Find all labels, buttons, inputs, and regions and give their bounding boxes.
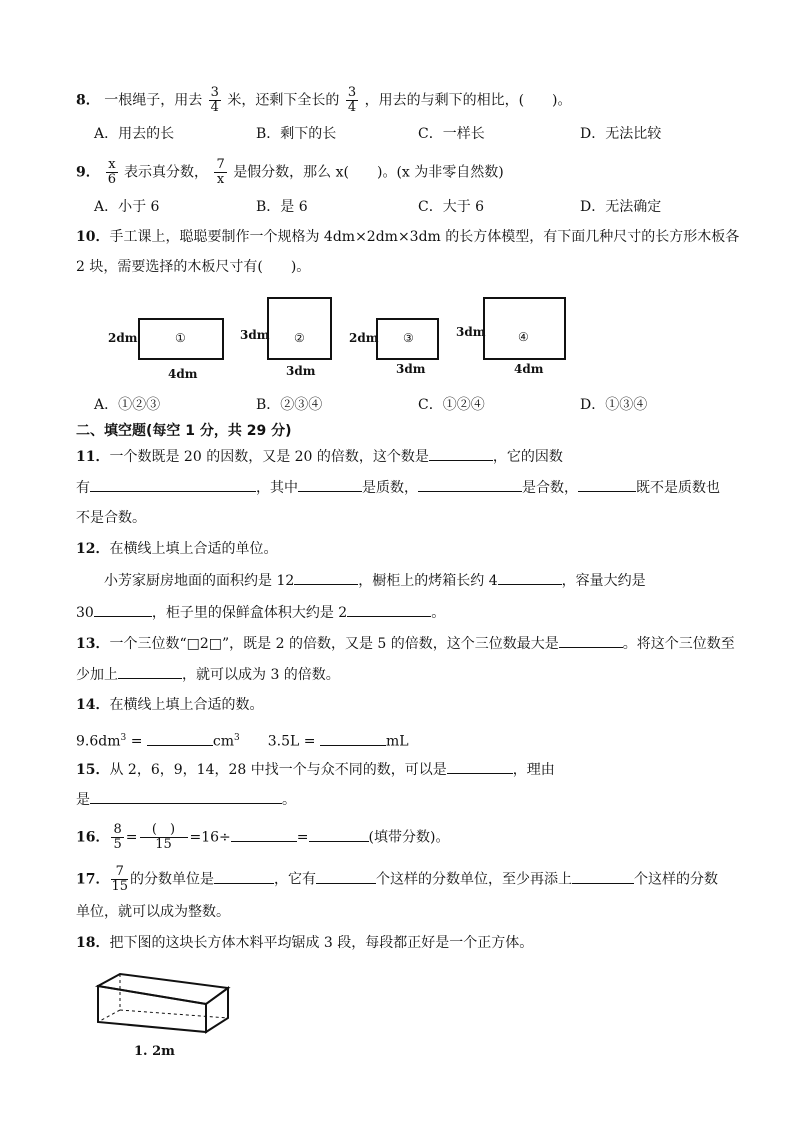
board-2-bottom-label: 3dm <box>286 364 316 378</box>
option-b[interactable]: B．②③④ <box>256 397 323 413</box>
fraction: $\frac{7}{15}$ <box>111 864 129 894</box>
question-number: 11． <box>76 449 110 465</box>
board-1-bottom-label: 4dm <box>168 367 198 381</box>
question-number: 18． <box>76 935 110 951</box>
hidden-edge <box>120 1010 228 1018</box>
question-text: 。将这个三位数至 <box>622 636 735 652</box>
question-18 <box>76 933 533 953</box>
answer-blank[interactable] <box>94 602 152 617</box>
option-c[interactable]: C．一样长 <box>418 126 485 142</box>
question-text: 。 <box>431 605 446 621</box>
question-10 <box>76 227 739 247</box>
question-text: 30 <box>76 605 94 621</box>
fraction: $\frac{x}{6}$ <box>107 157 117 187</box>
question-text: ，它的因数 <box>492 449 563 465</box>
question-17 <box>76 865 718 894</box>
question-text: = <box>125 829 138 846</box>
question-9 <box>76 158 504 187</box>
question-text: ，就可以成为 3 的倍数。 <box>182 667 340 683</box>
question-text: 。 <box>282 792 296 808</box>
question-text: 从 2，6，9，14，28 中找一个与众不同的数，可以是 <box>109 762 447 778</box>
board-4 <box>483 297 566 360</box>
superscript: 3 <box>234 733 240 743</box>
question-text: 少加上 <box>76 667 118 683</box>
board-2-mark: ② <box>294 331 305 345</box>
question-text: 一个数既是 20 的因数，又是 20 的倍数，这个数是 <box>109 449 429 465</box>
question-text: 9.6dm <box>76 733 121 750</box>
option-d[interactable]: D．①③④ <box>580 397 648 413</box>
option-b[interactable]: B．剩下的长 <box>256 126 337 142</box>
question-text: ，容量大约是 <box>561 573 646 589</box>
question-text: 是合数， <box>522 480 578 496</box>
question-number: 10． <box>76 229 110 245</box>
question-text: ，橱柜上的烤箱长约 4 <box>358 573 498 589</box>
question-text: 小芳家厨房地面的面积约是 12 <box>104 573 295 589</box>
answer-blank[interactable] <box>147 731 213 746</box>
question-12-line2 <box>76 602 445 623</box>
board-1-side-label: 2dm <box>108 331 138 345</box>
question-text: 表示真分数， <box>124 164 208 181</box>
question-number: 17． <box>76 871 110 888</box>
question-number: 14． <box>76 697 110 713</box>
question-12 <box>76 539 277 559</box>
answer-blank[interactable] <box>309 827 369 842</box>
question-text: 既不是质数也 <box>636 480 720 496</box>
question-17-line2: 单位，就可以成为整数。 <box>76 904 230 920</box>
fraction-blank[interactable]: $\frac{( )}{15}$ <box>140 823 188 852</box>
question-text: ，理由 <box>512 762 555 778</box>
question-text: 是 <box>76 792 90 808</box>
question-text: ，其中 <box>256 480 298 496</box>
question-number: 12． <box>76 541 110 557</box>
question-16 <box>76 823 449 852</box>
question-text: 3.5L = <box>267 733 320 750</box>
answer-blank[interactable] <box>578 477 636 492</box>
question-12-line1 <box>104 570 646 591</box>
answer-blank[interactable] <box>429 446 493 461</box>
question-11-line3: 不是合数。 <box>76 510 146 526</box>
fraction: $\frac{3}{4}$ <box>347 85 357 115</box>
question-text: 把下图的这块长方体木料平均锯成 3 段，每段都正好是一个正方体。 <box>109 935 534 951</box>
question-text: 是质数， <box>362 480 418 496</box>
superscript: 3 <box>120 733 127 743</box>
question-text: ，用去的与剩下的相比，( )。 <box>364 92 572 109</box>
question-text: 有 <box>76 480 90 496</box>
question-number: 13． <box>76 636 110 652</box>
option-b[interactable]: B．是 6 <box>256 199 308 215</box>
question-10-line2: 2 块，需要选择的木板尺寸有( )。 <box>76 259 311 275</box>
question-text: 一个三位数“□2□”，既是 2 的倍数，又是 5 的倍数，这个三位数最大是 <box>109 636 559 652</box>
question-text: (填带分数)。 <box>368 829 450 846</box>
question-11-line2 <box>76 477 720 498</box>
fraction: $\frac{7}{x}$ <box>216 157 225 187</box>
question-text: 个这样的分数单位，至少再添上 <box>376 871 573 888</box>
board-4-mark: ④ <box>518 330 529 344</box>
question-number: 9． <box>76 164 100 181</box>
question-number: 16． <box>76 829 110 846</box>
cuboid-front-face <box>98 986 206 1032</box>
answer-blank[interactable] <box>294 570 358 585</box>
question-number: 15． <box>76 762 110 778</box>
fraction: $\frac{3}{4}$ <box>210 85 219 115</box>
question-14-line2 <box>76 728 409 752</box>
question-13 <box>76 633 735 654</box>
question-13-line2 <box>76 664 340 685</box>
hidden-edge <box>98 1010 120 1022</box>
question-text: 一根绳子，用去 <box>104 92 203 109</box>
option-d[interactable]: D．无法比较 <box>580 126 662 142</box>
question-text: = <box>296 829 309 846</box>
answer-blank[interactable] <box>572 869 634 884</box>
question-text: ，它有 <box>274 871 317 888</box>
question-15-line2 <box>76 789 296 810</box>
cuboid-diagram <box>94 970 234 1040</box>
fraction: $\frac{8}{5}$ <box>113 822 122 852</box>
question-text: 的分数单位是 <box>130 871 215 888</box>
question-text: = <box>126 733 147 750</box>
question-11 <box>76 446 563 467</box>
question-text: 个这样的分数 <box>634 871 719 888</box>
board-4-side-label: 3dm <box>456 325 486 339</box>
answer-blank[interactable] <box>559 633 623 648</box>
board-3-mark: ③ <box>403 331 414 345</box>
option-d[interactable]: D．无法确定 <box>580 199 662 215</box>
option-a[interactable]: A．小于 6 <box>94 199 160 215</box>
question-text: ，柜子里的保鲜盒体积大约是 2 <box>151 605 348 621</box>
question-text: 手工课上，聪聪要制作一个规格为 4dm×2dm×3dm 的长方体模型，有下面几种尺寸的长方形木板各 <box>109 229 740 245</box>
answer-blank[interactable] <box>347 602 431 617</box>
question-text: 是假分数，那么 x( )。(x 为非零自然数) <box>233 164 504 181</box>
question-text: mL <box>385 733 409 750</box>
answer-blank[interactable] <box>118 664 182 679</box>
question-text: 在横线上填上合适的数。 <box>109 697 264 713</box>
board-2 <box>267 297 332 360</box>
answer-blank[interactable] <box>298 477 362 492</box>
question-text: 在横线上填上合适的单位。 <box>109 541 278 557</box>
option-a[interactable]: A．①②③ <box>94 397 161 413</box>
question-14 <box>76 695 263 715</box>
cuboid-side-face <box>206 988 228 1032</box>
answer-blank[interactable] <box>320 731 386 746</box>
answer-blank[interactable] <box>418 477 522 492</box>
answer-blank[interactable] <box>214 869 274 884</box>
board-4-bottom-label: 4dm <box>514 362 544 376</box>
answer-blank[interactable] <box>90 789 282 804</box>
option-c[interactable]: C．①②④ <box>418 397 485 413</box>
answer-blank[interactable] <box>316 869 376 884</box>
option-a[interactable]: A．用去的长 <box>94 126 175 142</box>
question-text: =16÷ <box>189 829 231 846</box>
question-number: 8． <box>76 92 100 109</box>
question-8 <box>76 86 572 115</box>
answer-blank[interactable] <box>498 570 562 585</box>
section-heading: 二、填空题(每空 1 分，共 29 分) <box>76 423 292 439</box>
option-c[interactable]: C．大于 6 <box>418 199 485 215</box>
board-1-mark: ① <box>175 331 186 345</box>
cuboid-length-label: 1. 2m <box>134 1044 175 1059</box>
board-3-bottom-label: 3dm <box>396 362 426 376</box>
question-text: 米，还剩下全长的 <box>227 92 340 109</box>
question-15 <box>76 759 555 780</box>
answer-blank[interactable] <box>231 827 297 842</box>
board-3-side-label: 2dm <box>349 331 379 345</box>
question-text: cm <box>212 733 235 750</box>
answer-blank[interactable] <box>447 759 513 774</box>
board-2-side-label: 3dm <box>240 328 270 342</box>
answer-blank[interactable] <box>90 477 256 492</box>
